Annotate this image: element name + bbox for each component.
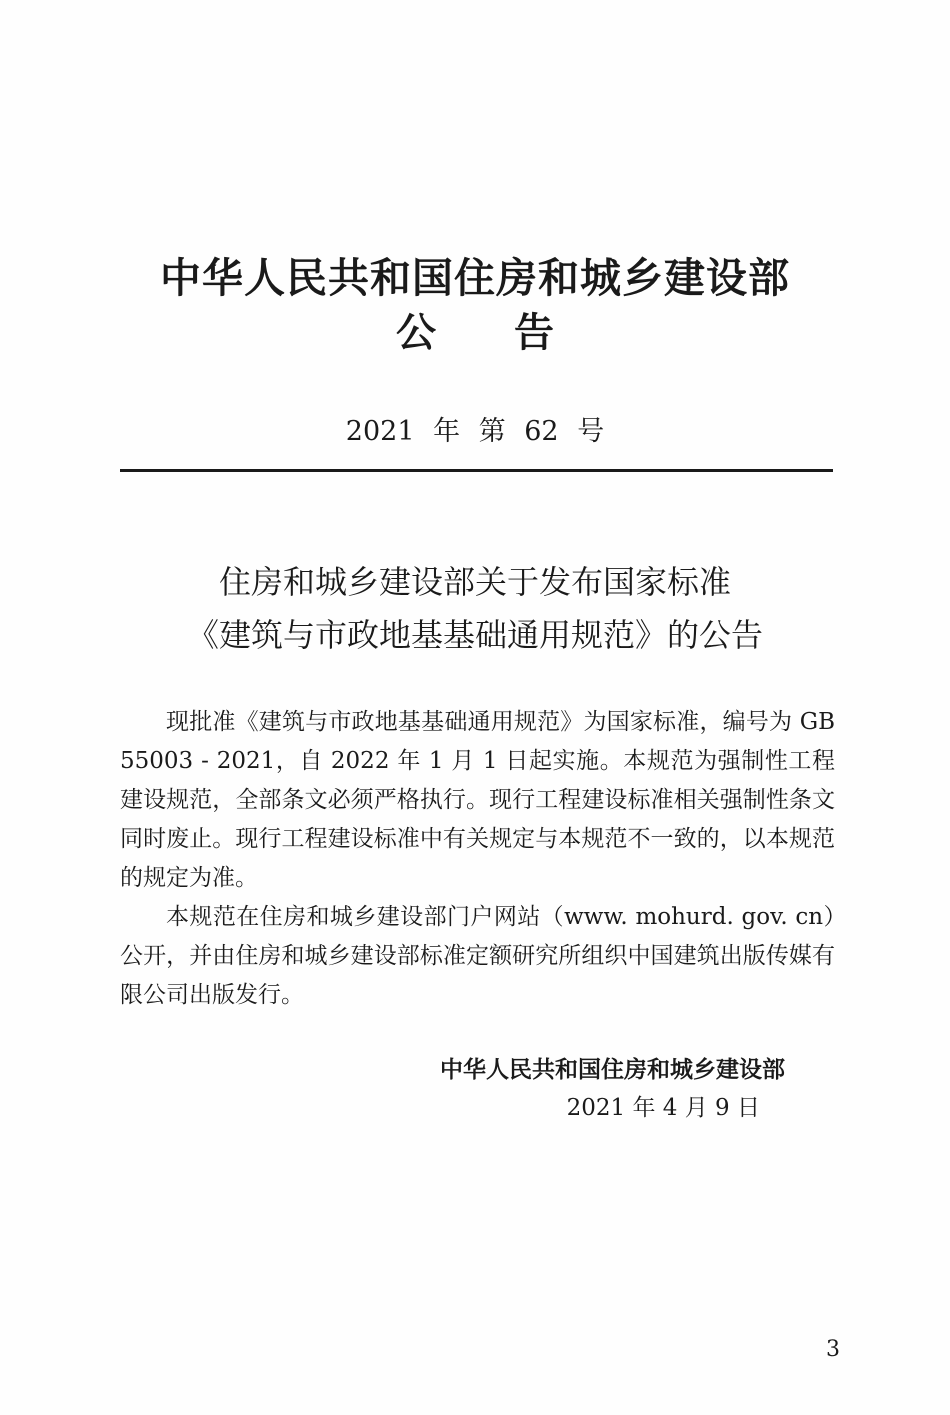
signature-issuer: 中华人民共和国住房和城乡建设部 [440,1057,785,1083]
page-number: 3 [826,1337,840,1362]
issuer-heading: 中华人民共和国住房和城乡建设部 [160,254,790,302]
announcement-body [120,703,835,1015]
document-type-heading: 公告 [396,310,632,356]
document-number: 2021 年 第 62 号 [345,416,605,447]
title-line-1: 住房和城乡建设部关于发布国家标准 [218,563,731,601]
signature-date: 2021 年 4 月 9 日 [566,1095,760,1121]
announcement-title [0,556,950,662]
title-line-2: 《建筑与市政地基基础通用规范》的公告 [186,616,763,654]
body-paragraph-1: 现批准《建筑与市政地基基础通用规范》为国家标准，编号为 GB 55003 - 2021，自 2022 年 1 月 1 日起实施。本规范为强制性工程建设规范，全部条文必须严格执行。现行工程建设标准相关强制性条文同时废止。现行工程建设标准中有关规定与本规范不一致的，以本规范的规定为准。 [120,709,835,891]
body-paragraph-2: 本规范在住房和城乡建设部门户网站（www. mohurd. gov. cn）公开，并由住房和城乡建设部标准定额研究所组织中国建筑出版传媒有限公司出版发行。 [120,904,835,1008]
header-divider [120,469,833,472]
